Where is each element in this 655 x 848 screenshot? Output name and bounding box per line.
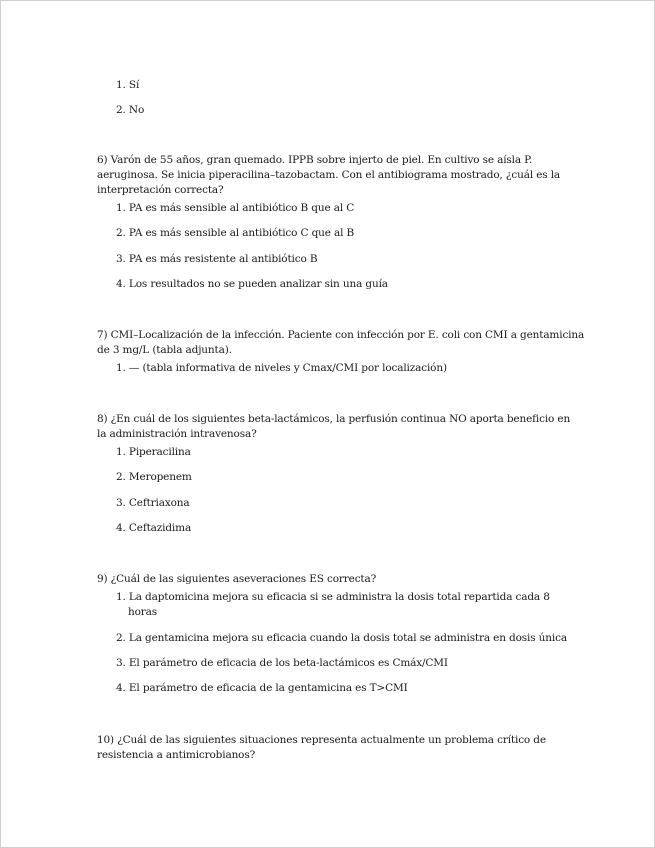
q6-text-line1: 6) Varón de 55 años, gran quemado. IPPB sobre injerto de piel. En cultivo se aísla P. — [97, 154, 533, 166]
q6-text-line3: interpretación correcta? — [97, 184, 224, 196]
q9-option-3: 3. El parámetro de eficacia de los beta-lactámicos es Cmáx/CMI — [116, 657, 448, 669]
q8-option-4: 4. Ceftazidima — [116, 522, 192, 534]
q8-text-line2: la administración intravenosa? — [97, 428, 257, 440]
q8-text-line1: 8) ¿En cuál de los siguientes beta-lactámicos, la perfusión continua NO aporta beneficio en — [97, 413, 571, 425]
q7-option-1: 1. — (tabla informativa de niveles y Cmax/CMI por localización) — [116, 362, 447, 374]
q8-option-2: 2. Meropenem — [116, 471, 192, 483]
q8-option-1: 1. Piperacilina — [116, 446, 191, 458]
q6-option-1: 1. PA es más sensible al antibiótico B que al C — [116, 202, 355, 214]
q6-option-3: 3. PA es más resistente al antibiótico B — [116, 253, 318, 265]
q6-option-4: 4. Los resultados no se pueden analizar sin una guía — [116, 278, 388, 290]
q10-text-line2: resistencia a antimicrobianos? — [97, 749, 256, 761]
q6-text-line2: aeruginosa. Se inicia piperacilina–tazobactam. Con el antibiograma mostrado, ¿cuál es la — [97, 169, 561, 181]
q9-option-1-continuation: horas — [128, 606, 158, 618]
q7-text-line2: de 3 mg/L (tabla adjunta). — [97, 344, 232, 356]
q6-option-2: 2. PA es más sensible al antibiótico C que al B — [116, 227, 355, 239]
q9-option-4: 4. El parámetro de eficacia de la gentamicina es T>CMI — [116, 682, 408, 694]
q10-text-line1: 10) ¿Cuál de las siguientes situaciones representa actualmente un problema crítico de — [97, 734, 546, 746]
q9-text-line1: 9) ¿Cuál de las siguientes aseveraciones ES correcta? — [97, 573, 377, 585]
q8-option-3: 3. Ceftriaxona — [116, 497, 190, 509]
prev-option-1: 1. Sí — [116, 79, 140, 91]
prev-option-2: 2. No — [116, 104, 145, 116]
q7-text-line1: 7) CMI–Localización de la infección. Paciente con infección por E. coli con CMI a gentamicina — [97, 329, 585, 341]
q9-option-1: 1. La daptomicina mejora su eficacia si se administra la dosis total repartida cada 8 — [116, 591, 550, 603]
q9-option-2: 2. La gentamicina mejora su eficacia cuando la dosis total se administra en dosis única — [116, 632, 567, 644]
